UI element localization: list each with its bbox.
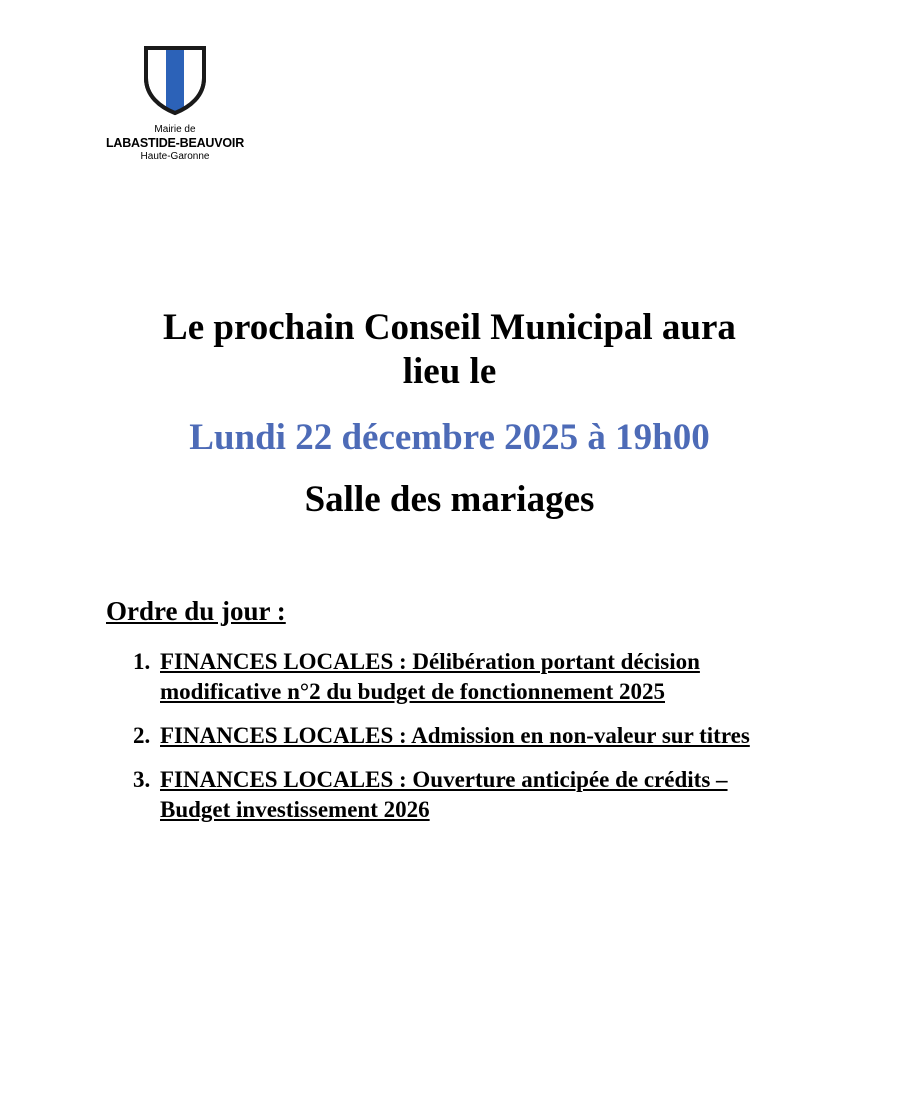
announcement-headline xyxy=(0,306,899,394)
agenda-item-number: 2. xyxy=(133,723,151,748)
agenda-item-text: FINANCES LOCALES : Admission en non-valeur sur titres xyxy=(160,723,750,748)
agenda-item-number: 1. xyxy=(133,649,151,674)
logo-line-region: Haute-Garonne xyxy=(140,151,210,162)
agenda-item xyxy=(133,765,793,825)
logo-line-town-name: LABASTIDE-BEAUVOIR xyxy=(105,136,245,150)
agenda-item-text: FINANCES LOCALES : Délibération portant décision modificative n°2 du budget de fonctionnement 2025 xyxy=(160,649,700,704)
agenda-title: Ordre du jour : xyxy=(106,596,286,626)
town-hall-logo xyxy=(100,44,250,163)
agenda-item xyxy=(133,647,793,707)
headline-line-1: Le prochain Conseil Municipal aura xyxy=(163,307,736,348)
agenda-item-number: 3. xyxy=(133,767,151,792)
agenda-item xyxy=(133,721,793,751)
shield-emblem-icon xyxy=(142,44,208,116)
agenda-item-text: FINANCES LOCALES : Ouverture anticipée de crédits – Budget investissement 2026 xyxy=(160,767,728,822)
meeting-place: Salle des mariages xyxy=(304,479,595,520)
logo-line-mairie: Mairie de xyxy=(154,124,196,135)
meeting-date: Lundi 22 décembre 2025 à 19h00 xyxy=(189,417,710,458)
agenda-list xyxy=(133,647,793,839)
headline-line-2: lieu le xyxy=(402,351,497,392)
